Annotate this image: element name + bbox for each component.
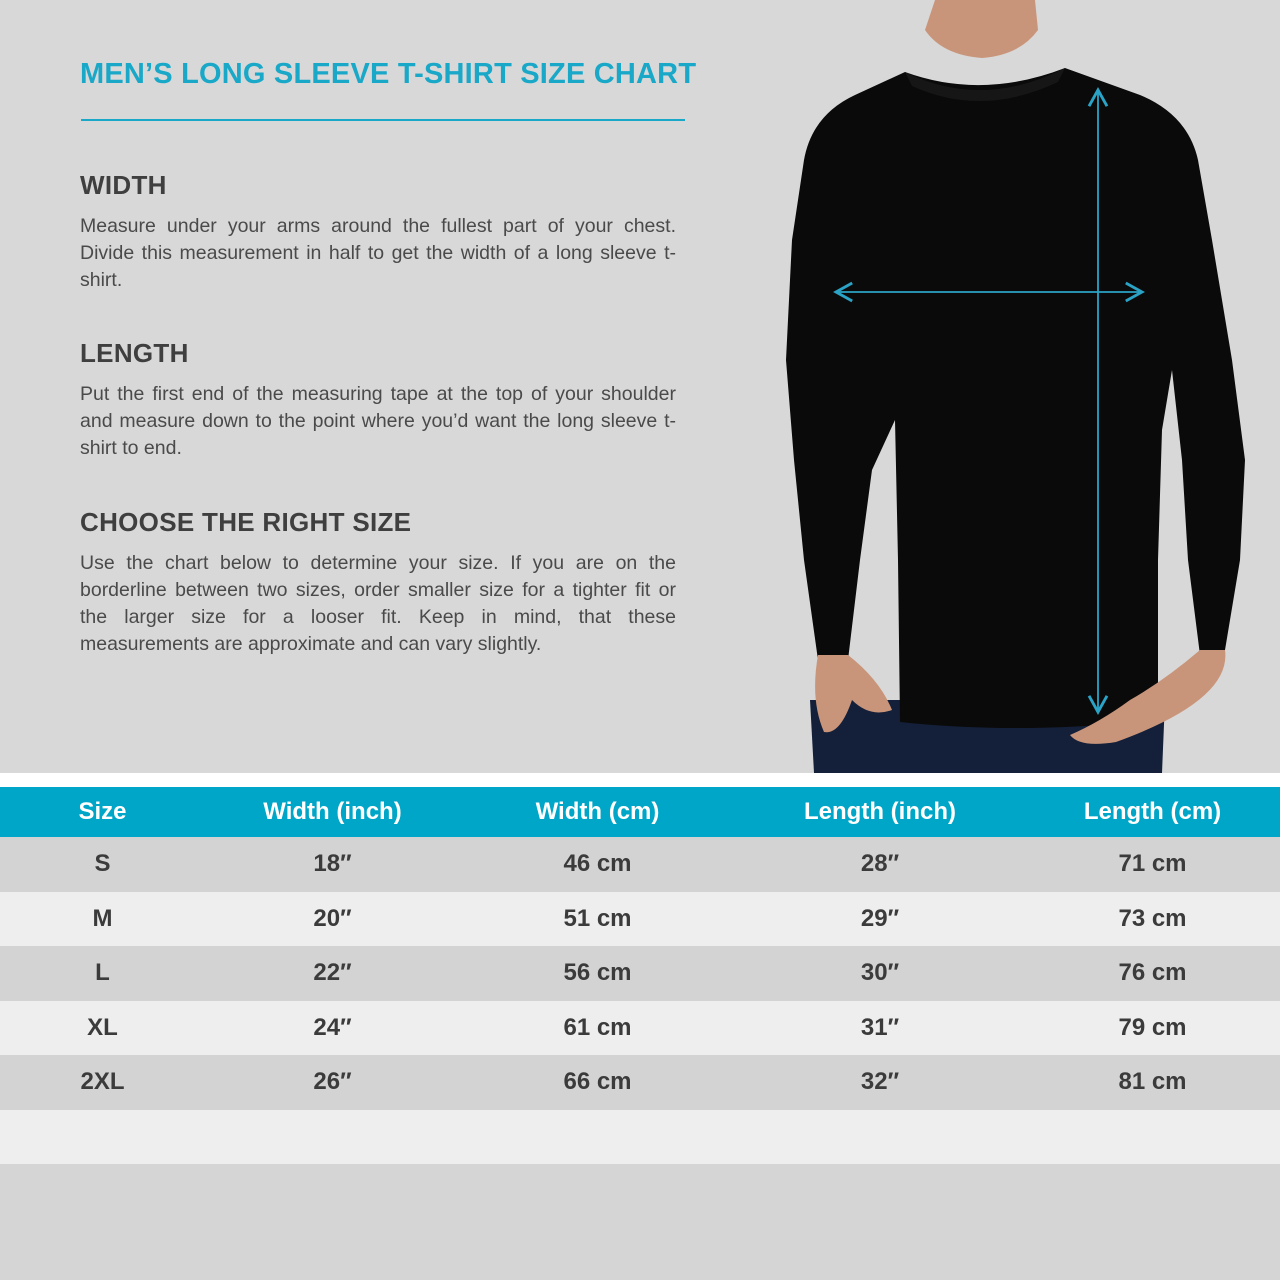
table-row: [0, 892, 1280, 947]
header-length-cm: Length (cm): [1083, 798, 1222, 825]
header-width-cm: Width (cm): [535, 798, 660, 825]
cell-width-cm: 46 cm: [563, 850, 632, 878]
tshirt-shape: [786, 68, 1245, 728]
cell-size: L: [95, 959, 110, 987]
cell-size: M: [92, 904, 113, 932]
page-title: MEN’S LONG SLEEVE T-SHIRT SIZE CHART: [80, 58, 697, 90]
cell-width-inch: 22″: [313, 959, 352, 987]
table-row: [0, 837, 1280, 892]
title-underline: [81, 119, 685, 121]
cell-width-inch: 24″: [313, 1013, 352, 1041]
cell-length-inch: 28″: [860, 850, 900, 878]
section-divider: [0, 773, 1280, 787]
cell-length-cm: 73 cm: [1118, 904, 1187, 932]
header-width-inch: Width (inch): [263, 798, 402, 825]
table-row: [0, 946, 1280, 1001]
section-heading-length: LENGTH: [80, 338, 189, 368]
section-heading-width: WIDTH: [80, 170, 167, 200]
section-width: [80, 170, 676, 294]
header-size: Size: [78, 798, 127, 825]
size-table: [0, 787, 1280, 1164]
table-header-row: [0, 787, 1280, 837]
section-heading-choose-size: CHOOSE THE RIGHT SIZE: [80, 507, 412, 537]
section-choose-size: [80, 507, 676, 658]
section-text-length: Put the first end of the measuring tape at the top of your shoulder and measure down to the point where you’d want the long sleeve t-shirt to end.: [80, 383, 676, 459]
cell-length-cm: 79 cm: [1118, 1013, 1187, 1041]
cell-length-cm: 71 cm: [1118, 850, 1187, 878]
cell-width-cm: 56 cm: [563, 959, 632, 987]
cell-width-inch: 26″: [313, 1068, 352, 1096]
table-row: [0, 1055, 1280, 1110]
cell-length-cm: 76 cm: [1118, 959, 1187, 987]
section-text-choose-size: Use the chart below to determine your size. If you are on the borderline between two sizes, order smaller size for a tighter fit or the larger size for a looser fit. Keep in mind, that these measurements are approximate and can vary slightly.: [80, 552, 676, 655]
cell-size: 2XL: [80, 1068, 125, 1096]
table-row-empty: [0, 1110, 1280, 1165]
cell-width-cm: 51 cm: [563, 904, 632, 932]
model-neck: [925, 0, 1038, 58]
cell-length-inch: 31″: [860, 1013, 900, 1041]
cell-length-inch: 29″: [860, 904, 900, 932]
cell-width-cm: 66 cm: [563, 1068, 632, 1096]
section-length: [80, 338, 676, 462]
cell-length-cm: 81 cm: [1118, 1068, 1187, 1096]
cell-size: S: [94, 850, 111, 878]
model-photo: [720, 0, 1280, 773]
section-text-width: Measure under your arms around the fullest part of your chest. Divide this measurement in half to get the width of a long sleeve t-shirt.: [80, 215, 676, 291]
cell-size: XL: [87, 1013, 118, 1041]
cell-width-cm: 61 cm: [563, 1013, 632, 1041]
header-length-inch: Length (inch): [804, 798, 956, 825]
cell-width-inch: 20″: [313, 904, 352, 932]
table-row: [0, 1001, 1280, 1056]
cell-length-inch: 30″: [860, 959, 900, 987]
cell-length-inch: 32″: [860, 1068, 900, 1096]
cell-width-inch: 18″: [313, 850, 352, 878]
